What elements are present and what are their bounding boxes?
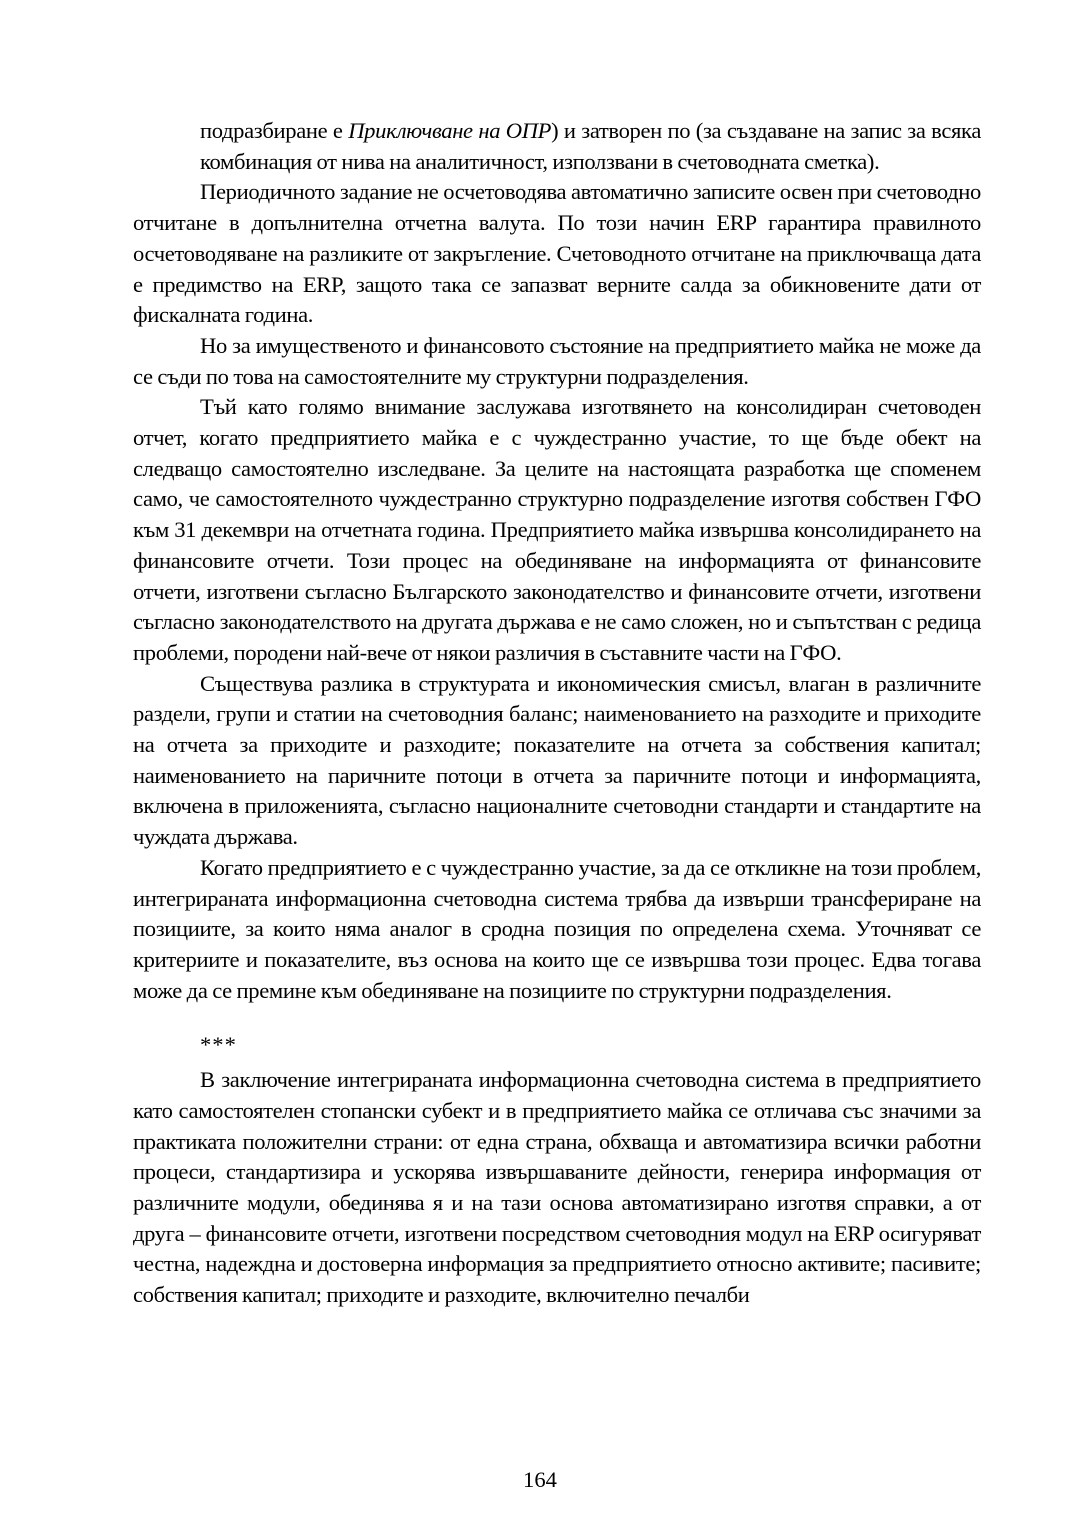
paragraph-continuation bbox=[133, 116, 981, 177]
italic-term: Приключване на ОПР bbox=[348, 118, 552, 143]
conclusion-paragraph: В заключение интегрираната информационна счетоводна система в предприятието като самостоятелен стопански субект и в предприятието майка се отличава със значими за практиката положителни страни: от една страна, обхваща и автоматизира всички работни процеси, стандартизира и ускорява извършаваните дейности, генерира информация от различните модули, обединява я и на тази основа автоматизирано изготвя справки, а от друга – финансовите отчети, изготвени посредством счетоводния модул на ERP осигуряват честна, надеждна и достоверна информация за предприятието относно активите; пасивите; собствения капитал; приходите и разходите, включително печалби bbox=[133, 1067, 981, 1308]
paragraph: Тъй като голямо внимание заслужава изготвянето на консолидиран счетоводен отчет, когато предприятието майка е с чуждестранно участие, то ще бъде обект на следващо самостоятелно изследване. За целите на настоящата разработка ще споменем само, че самостоятелното чуждестранно структурно подразделение изготвя собствен ГФО към 31 декември на отчетната година. Предприятието майка извършва консолидирането на финансовите отчети. Този процес на обединяване на информацията от финансовите отчети, изготвени съгласно Българското законодателство и финансовите отчети, изготвени съгласно законодателството на другата държава е не само сложен, но и съпътстван с редица проблеми, породени най-вече от някои различия в съставните части на ГФО. bbox=[133, 394, 981, 665]
body-text bbox=[133, 116, 981, 1311]
paragraph: Когато предприятието е с чуждестранно участие, за да се откликне на този проблем, интегрираната информационна счетоводна система трябва да извърши трансфериране на позициите, за които няма аналог в сродна позиция по определена схема. Уточняват се критериите и показателите, въз основа на които ще се извършва този процес. Едва тогава може да се премине към обединяване на позициите по структурни подразделения. bbox=[133, 854, 981, 1003]
paragraph: Но за имущественото и финансовото състояние на предприятието майка не може да се съди по това на самостоятелните му структурни подразделения. bbox=[133, 332, 981, 389]
section-separator: *** bbox=[200, 1032, 237, 1058]
page-number: 164 bbox=[523, 1467, 557, 1492]
paragraph-continuation-end: ) и затворен по (за създаване на запис за всяка комбинация от нива на аналитичност, използвани в счетоводната сметка). bbox=[200, 118, 981, 174]
paragraph: Съществува разлика в структурата и икономическия смисъл, влаган в различните раздели, групи и статии на счетоводния баланс; наименованието на разходите и приходите на отчета за приходите и разходите; показателите на отчета за собствения капитал; наименованието на паричните потоци в отчета за паричните потоци и информацията, включена в приложенията, съгласно националните счетоводни стандарти и стандартите на чуждата държава. bbox=[133, 670, 981, 850]
paragraph-continuation-start: подразбиране е bbox=[200, 118, 349, 143]
paragraph: Периодичното задание не осчетоводява автоматично записите освен при счетоводно отчитане в допълнителна отчетна валута. По този начин ERP гарантира правилното осчетоводяване на разликите от закръгление. Счетоводното отчитане на приключваща дата е предимство на ERP, защото така се запазват верните салда за обикновените дати от фискалната година. bbox=[133, 179, 981, 328]
